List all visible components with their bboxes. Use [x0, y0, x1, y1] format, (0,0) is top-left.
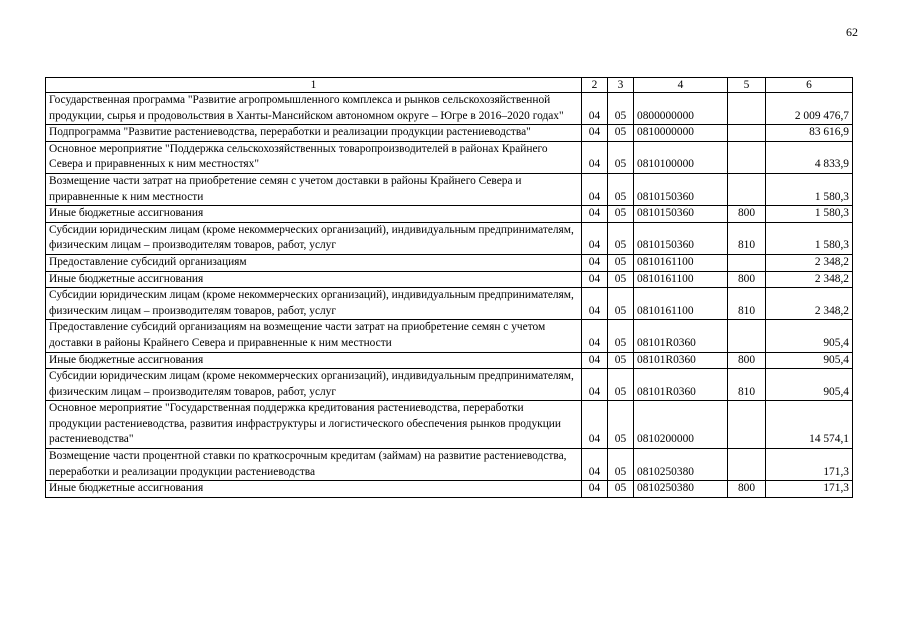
table-row: [46, 288, 853, 320]
cell-section: 04: [582, 125, 608, 142]
cell-section: 04: [582, 271, 608, 288]
cell-name: Иные бюджетные ассигнования: [46, 481, 582, 498]
cell-amount: 83 616,9: [766, 125, 853, 142]
cell-name: Предоставление субсидий организациям: [46, 254, 582, 271]
cell-section: 04: [582, 481, 608, 498]
cell-section: 04: [582, 401, 608, 449]
cell-name: Государственная программа "Развитие агропромышленного комплекса и рынков сельскохозяйственной продукции, сырья и продовольствия в Ханты-Мансийском автономном округе – Югре в 2016–2020 годах": [46, 93, 582, 125]
table-row: [46, 93, 853, 125]
cell-target-code: 08101R0360: [634, 369, 728, 401]
table-row: [46, 369, 853, 401]
budget-table: [45, 77, 853, 498]
cell-amount: 4 833,9: [766, 141, 853, 173]
cell-target-code: 0810250380: [634, 481, 728, 498]
cell-target-code: 0810161100: [634, 271, 728, 288]
page-number: 62: [846, 25, 858, 39]
cell-section: 04: [582, 141, 608, 173]
cell-target-code: 0810100000: [634, 141, 728, 173]
cell-name: Предоставление субсидий организациям на возмещение части затрат на приобретение семян с учетом доставки в районы Крайнего Севера и приравненные к ним местности: [46, 320, 582, 352]
cell-name: Основное мероприятие "Поддержка сельскохозяйственных товаропроизводителей в районах Крайнего Севера и приравненных к ним местностях": [46, 141, 582, 173]
cell-name: Подпрограмма "Развитие растениеводства, переработки и реализации продукции растениеводства": [46, 125, 582, 142]
cell-expense-type: [728, 93, 766, 125]
cell-amount: 905,4: [766, 369, 853, 401]
cell-target-code: 08101R0360: [634, 320, 728, 352]
cell-subsection: 05: [608, 449, 634, 481]
cell-target-code: 0810200000: [634, 401, 728, 449]
cell-subsection: 05: [608, 369, 634, 401]
cell-amount: 171,3: [766, 481, 853, 498]
cell-section: 04: [582, 173, 608, 205]
table-row: [46, 125, 853, 142]
cell-amount: 1 580,3: [766, 206, 853, 223]
cell-expense-type: [728, 254, 766, 271]
cell-subsection: 05: [608, 206, 634, 223]
table-row: [46, 271, 853, 288]
cell-subsection: 05: [608, 222, 634, 254]
cell-target-code: 0810150360: [634, 173, 728, 205]
cell-section: 04: [582, 206, 608, 223]
cell-subsection: 05: [608, 173, 634, 205]
cell-section: 04: [582, 222, 608, 254]
cell-name: Возмещение части затрат на приобретение семян с учетом доставки в районы Крайнего Севера и приравненные к ним местности: [46, 173, 582, 205]
cell-section: 04: [582, 352, 608, 369]
column-header: 1: [46, 78, 582, 93]
cell-expense-type: [728, 141, 766, 173]
cell-name: Субсидии юридическим лицам (кроме некоммерческих организаций), индивидуальным предпринимателям, физическим лицам – производителям товаров, работ, услуг: [46, 369, 582, 401]
cell-amount: 2 348,2: [766, 271, 853, 288]
cell-name: Иные бюджетные ассигнования: [46, 206, 582, 223]
table-row: [46, 141, 853, 173]
cell-section: 04: [582, 449, 608, 481]
cell-section: 04: [582, 288, 608, 320]
cell-target-code: 0810000000: [634, 125, 728, 142]
cell-target-code: 0810161100: [634, 288, 728, 320]
cell-amount: 2 348,2: [766, 288, 853, 320]
cell-subsection: 05: [608, 93, 634, 125]
table-body: [46, 93, 853, 498]
cell-amount: 905,4: [766, 352, 853, 369]
cell-target-code: 0810161100: [634, 254, 728, 271]
cell-amount: 1 580,3: [766, 173, 853, 205]
column-header: 3: [608, 78, 634, 93]
cell-name: Основное мероприятие "Государственная поддержка кредитования растениеводства, переработки продукции растениеводства, развития инфраструктуры и логистического обеспечения рынков продукции растениеводства": [46, 401, 582, 449]
column-header: 6: [766, 78, 853, 93]
cell-expense-type: [728, 125, 766, 142]
cell-amount: 2 348,2: [766, 254, 853, 271]
cell-expense-type: [728, 320, 766, 352]
cell-expense-type: 800: [728, 481, 766, 498]
cell-subsection: 05: [608, 288, 634, 320]
cell-expense-type: [728, 401, 766, 449]
cell-name: Субсидии юридическим лицам (кроме некоммерческих организаций), индивидуальным предпринимателям, физическим лицам – производителям товаров, работ, услуг: [46, 222, 582, 254]
cell-target-code: 08101R0360: [634, 352, 728, 369]
table-row: [46, 254, 853, 271]
cell-subsection: 05: [608, 141, 634, 173]
cell-expense-type: 810: [728, 222, 766, 254]
table-row: [46, 173, 853, 205]
cell-target-code: 0800000000: [634, 93, 728, 125]
cell-section: 04: [582, 93, 608, 125]
cell-expense-type: 800: [728, 271, 766, 288]
cell-target-code: 0810150360: [634, 222, 728, 254]
header-row: [46, 78, 853, 93]
cell-expense-type: 800: [728, 206, 766, 223]
table-row: [46, 352, 853, 369]
table-row: [46, 401, 853, 449]
cell-name: Субсидии юридическим лицам (кроме некоммерческих организаций), индивидуальным предпринимателям, физическим лицам – производителям товаров, работ, услуг: [46, 288, 582, 320]
cell-target-code: 0810250380: [634, 449, 728, 481]
cell-name: Иные бюджетные ассигнования: [46, 352, 582, 369]
cell-subsection: 05: [608, 320, 634, 352]
cell-name: Иные бюджетные ассигнования: [46, 271, 582, 288]
cell-subsection: 05: [608, 271, 634, 288]
table-row: [46, 222, 853, 254]
cell-amount: 905,4: [766, 320, 853, 352]
column-header: 5: [728, 78, 766, 93]
cell-target-code: 0810150360: [634, 206, 728, 223]
cell-expense-type: 800: [728, 352, 766, 369]
cell-expense-type: 810: [728, 369, 766, 401]
table-row: [46, 206, 853, 223]
cell-expense-type: [728, 449, 766, 481]
cell-subsection: 05: [608, 125, 634, 142]
column-header: 4: [634, 78, 728, 93]
table-row: [46, 320, 853, 352]
cell-subsection: 05: [608, 401, 634, 449]
cell-name: Возмещение части процентной ставки по краткосрочным кредитам (займам) на развитие растениеводства, переработки и реализации продукции растениеводства: [46, 449, 582, 481]
cell-amount: 1 580,3: [766, 222, 853, 254]
table-row: [46, 449, 853, 481]
cell-subsection: 05: [608, 481, 634, 498]
cell-subsection: 05: [608, 254, 634, 271]
column-header: 2: [582, 78, 608, 93]
table-row: [46, 481, 853, 498]
cell-expense-type: 810: [728, 288, 766, 320]
cell-section: 04: [582, 369, 608, 401]
cell-section: 04: [582, 254, 608, 271]
cell-expense-type: [728, 173, 766, 205]
cell-subsection: 05: [608, 352, 634, 369]
cell-amount: 2 009 476,7: [766, 93, 853, 125]
cell-amount: 171,3: [766, 449, 853, 481]
cell-section: 04: [582, 320, 608, 352]
cell-amount: 14 574,1: [766, 401, 853, 449]
